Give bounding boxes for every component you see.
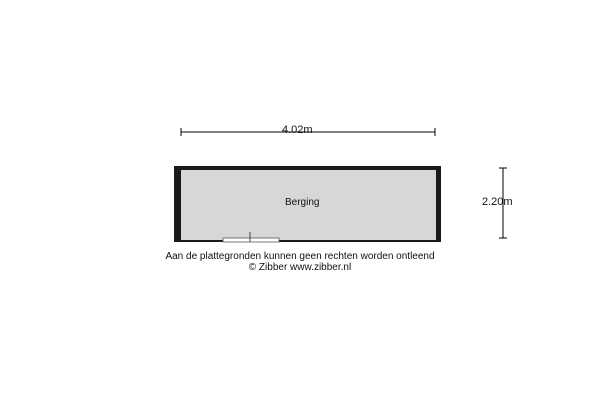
room-label: Berging [285, 197, 320, 208]
height-dimension-label: 2.20m [482, 196, 513, 208]
disclaimer-text: Aan de plattegronden kunnen geen rechten worden ontleend [165, 251, 435, 262]
width-dimension-label: 4.02m [282, 124, 313, 136]
copyright-text: © Zibber www.zibber.nl [248, 262, 352, 273]
